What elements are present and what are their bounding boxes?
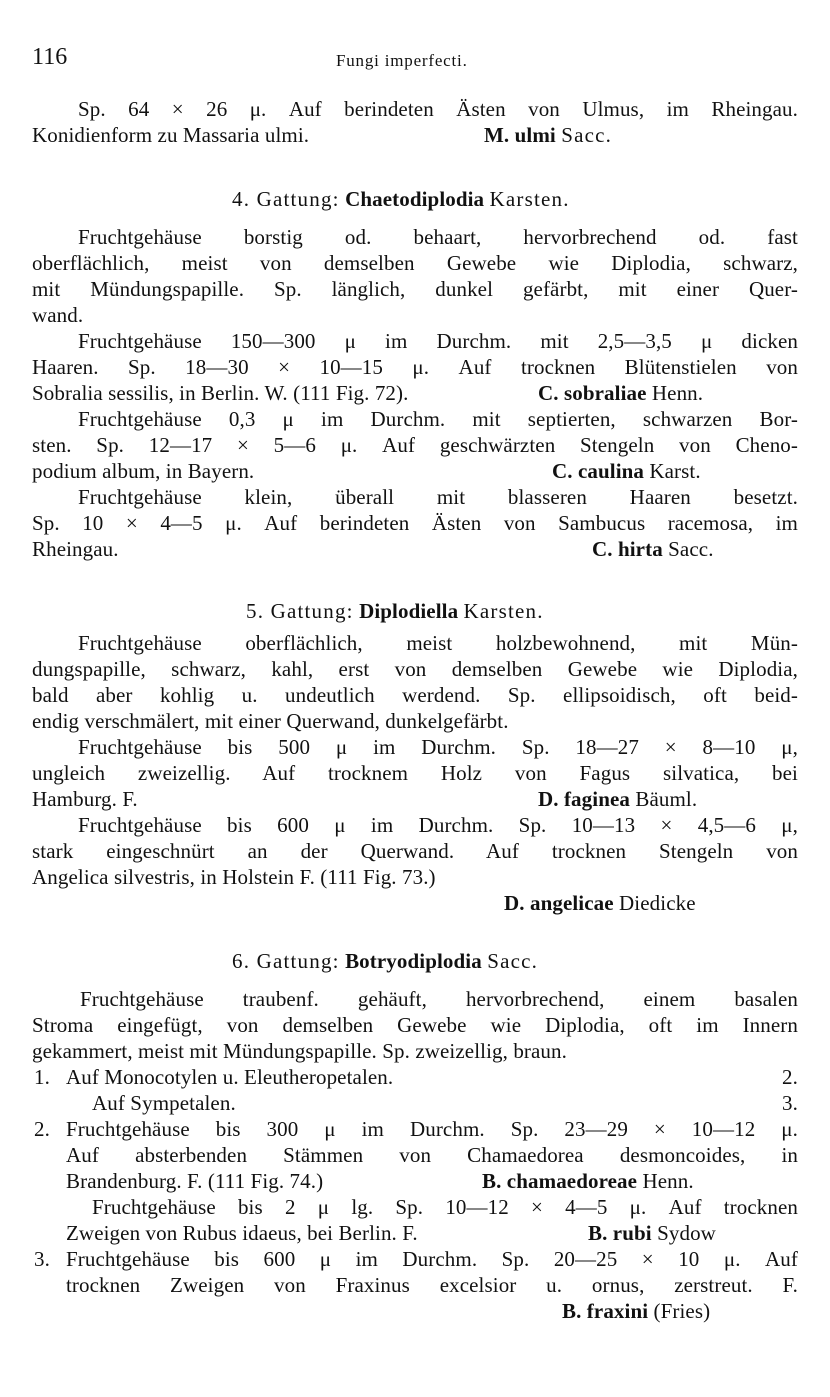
body-line: Sp. 10 × 4—5 μ. Auf berindeten Ästen von Sambucus racemosa, im <box>32 511 798 535</box>
body-line: Rheingau. <box>32 537 119 561</box>
genus-author: Karsten. <box>489 187 570 211</box>
species-author: Bäuml. <box>635 787 698 811</box>
species-name: M. ulmi <box>484 123 556 147</box>
key-line: Auf absterbenden Stämmen von Chamaedorea desmoncoides, in <box>66 1143 798 1167</box>
body-line: Fruchtgehäuse borstig od. behaart, hervorbrechend od. fast <box>78 225 798 249</box>
body-line: Fruchtgehäuse traubenf. gehäuft, hervorbrechend, einem basalen <box>80 987 798 1011</box>
genus-heading-prefix: 6. Gattung: <box>232 949 340 973</box>
key-number: 3. <box>34 1247 50 1271</box>
genus-heading-prefix: 5. Gattung: <box>246 599 354 623</box>
genus-author: Karsten. <box>463 599 544 623</box>
genus-name: Chaetodiplodia <box>345 187 485 211</box>
body-line: wand. <box>32 303 84 327</box>
body-line: Fruchtgehäuse 150—300 μ im Durchm. mit 2,5—3,5 μ dicken <box>78 329 798 353</box>
body-line: sten. Sp. 12—17 × 5—6 μ. Auf geschwärzten Stengeln von Cheno- <box>32 433 798 457</box>
body-line: Sp. 64 × 26 μ. Auf berindeten Ästen von Ulmus, im Rheingau. <box>78 97 798 121</box>
genus-name: Diplodiella <box>359 599 459 623</box>
key-line: Fruchtgehäuse bis 2 μ lg. Sp. 10—12 × 4—5 μ. Auf trocknen <box>92 1195 798 1219</box>
body-line: Sobralia sessilis, in Berlin. W. (111 Fig. 72). <box>32 381 409 405</box>
species-author: Sacc. <box>668 537 714 561</box>
key-line: trocknen Zweigen von Fraxinus excelsior u. ornus, zerstreut. F. <box>66 1273 798 1297</box>
species-name: D. faginea <box>538 787 630 811</box>
species-entry <box>484 122 612 148</box>
key-line: Fruchtgehäuse bis 300 μ im Durchm. Sp. 23—29 × 10—12 μ. <box>66 1117 798 1141</box>
species-author: Diedicke <box>619 891 696 915</box>
species-entry <box>538 786 697 812</box>
body-line: oberflächlich, meist von demselben Gewebe wie Diplodia, schwarz, <box>32 251 798 275</box>
genus-heading <box>246 598 544 624</box>
key-line: Brandenburg. F. (111 Fig. 74.) <box>66 1169 324 1193</box>
key-number: 1. <box>34 1065 50 1089</box>
genus-author: Sacc. <box>487 949 539 973</box>
species-entry <box>592 536 714 562</box>
body-line: Fruchtgehäuse 0,3 μ im Durchm. mit septierten, schwarzen Bor- <box>78 407 798 431</box>
body-line: ungleich zweizellig. Auf trocknem Holz von Fagus silvatica, bei <box>32 761 798 785</box>
body-line: Konidienform zu Massaria ulmi. <box>32 123 310 147</box>
species-name: B. rubi <box>588 1221 652 1245</box>
species-entry <box>552 458 701 484</box>
species-author: Karst. <box>649 459 701 483</box>
body-line: Fruchtgehäuse bis 500 μ im Durchm. Sp. 18—27 × 8—10 μ, <box>78 735 798 759</box>
body-line: mit Mündungspapille. Sp. länglich, dunkel gefärbt, mit einer Quer- <box>32 277 798 301</box>
body-line: Hamburg. F. <box>32 787 138 811</box>
body-line: stark eingeschnürt an der Querwand. Auf trocknen Stengeln von <box>32 839 798 863</box>
body-line: gekammert, meist mit Mündungspapille. Sp. zweizellig, braun. <box>32 1039 567 1063</box>
body-line: Haaren. Sp. 18—30 × 10—15 μ. Auf trocknen Blütenstielen von <box>32 355 798 379</box>
species-entry <box>482 1168 694 1194</box>
key-line: Auf Sympetalen. <box>92 1091 236 1115</box>
species-author: Henn. <box>651 381 704 405</box>
species-author: Sacc. <box>561 123 613 147</box>
key-number: 2. <box>34 1117 50 1141</box>
body-line: Fruchtgehäuse bis 600 μ im Durchm. Sp. 10—13 × 4,5—6 μ, <box>78 813 798 837</box>
species-name: B. chamaedoreae <box>482 1169 638 1193</box>
key-reference: 3. <box>782 1091 798 1115</box>
body-line: podium album, in Bayern. <box>32 459 255 483</box>
species-name: C. sobraliae <box>538 381 647 405</box>
species-entry <box>562 1298 710 1324</box>
page-number: 116 <box>32 44 68 70</box>
genus-heading <box>232 948 538 974</box>
species-name: D. angelicae <box>504 891 614 915</box>
species-author: Henn. <box>642 1169 694 1193</box>
genus-name: Botryodiplodia <box>345 949 482 973</box>
running-head: Fungi imperfecti. <box>336 51 468 70</box>
body-line: Fruchtgehäuse oberflächlich, meist holzbewohnend, mit Mün- <box>78 631 798 655</box>
species-name: C. hirta <box>592 537 663 561</box>
species-entry <box>588 1220 716 1246</box>
key-line: Fruchtgehäuse bis 600 μ im Durchm. Sp. 20—25 × 10 μ. Auf <box>66 1247 798 1271</box>
body-line: dungspapille, schwarz, kahl, erst von demselben Gewebe wie Diplodia, <box>32 657 798 681</box>
body-line: endig verschmälert, mit einer Querwand, dunkelgefärbt. <box>32 709 509 733</box>
body-line: Stroma eingefügt, von demselben Gewebe wie Diplodia, oft im Innern <box>32 1013 798 1037</box>
key-line: Auf Monocotylen u. Eleutheropetalen. <box>66 1065 394 1089</box>
body-line: bald aber kohlig u. undeutlich werdend. Sp. ellipsoidisch, oft beid- <box>32 683 798 707</box>
species-entry <box>504 890 696 916</box>
key-reference: 2. <box>782 1065 798 1089</box>
body-line: Fruchtgehäuse klein, überall mit blasseren Haaren besetzt. <box>78 485 798 509</box>
species-author: Sydow <box>657 1221 716 1245</box>
species-name: B. fraxini <box>562 1299 649 1323</box>
species-author: (Fries) <box>653 1299 711 1323</box>
species-entry <box>538 380 703 406</box>
species-name: C. caulina <box>552 459 645 483</box>
genus-heading <box>232 186 570 212</box>
body-line: Angelica silvestris, in Holstein F. (111 Fig. 73.) <box>32 865 436 889</box>
key-line: Zweigen von Rubus idaeus, bei Berlin. F. <box>66 1221 418 1245</box>
genus-heading-prefix: 4. Gattung: <box>232 187 340 211</box>
